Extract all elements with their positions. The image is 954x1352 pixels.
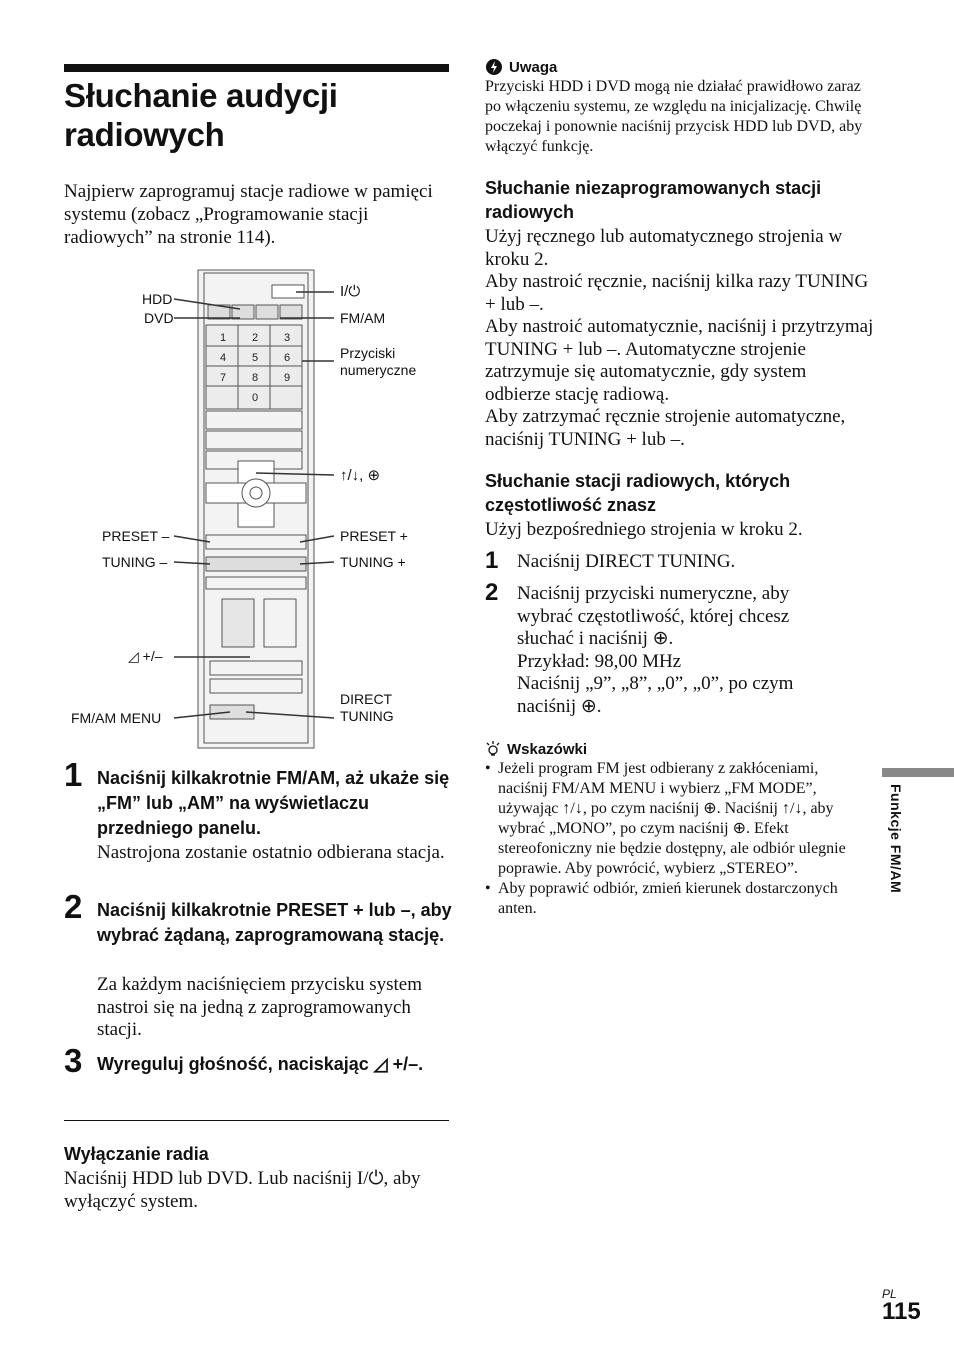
unprogrammed-p4: Aby zatrzymać ręcznie strojenie automatyczne, naciśnij TUNING + lub –.	[485, 406, 846, 450]
title-rule	[64, 64, 449, 72]
step-2-body: Za każdym naciśnięciem przycisku system nastroi się na jedną z zaprogramowanych stacji.	[97, 974, 423, 1040]
label-fmam-menu: FM/AM MENU	[71, 710, 162, 726]
key-2: 2	[252, 332, 259, 344]
key-3: 3	[284, 332, 291, 344]
known-freq-heading: Słuchanie stacji radiowych, których częstotliwość znasz	[485, 471, 791, 515]
step-1-heading: Naciśnij kilkakrotnie FM/AM, aż ukaże się „FM” lub „AM” na wyświetlaczu przedniego panelu.	[97, 768, 450, 838]
tip-item: • Aby poprawić odbiór, zmień kierunek dostarczonych anten.	[485, 880, 838, 917]
section-divider	[64, 1120, 449, 1121]
step-1-body: Nastrojona zostanie ostatnio odbierana stacja.	[97, 842, 445, 863]
step-3-number: 3	[64, 1042, 83, 1079]
step-1-number: 1	[64, 756, 83, 793]
known-freq-example-detail: Naciśnij „9”, „8”, „0”, „0”, po czym naciśnij ⊕.	[517, 673, 794, 717]
step-3-heading: Wyreguluj głośność, naciskając ◿ +/–.	[97, 1054, 424, 1074]
tip-item: • Jeżeli program FM jest odbierany z zakłóceniami, naciśnij FM/AM MENU i wybierz „FM MODE”, używając ↑/↓, po czym naciśnij ⊕. Naciśnij ↑/↓, aby wybrać „MONO”, po czym naciśnij ⊕. Efekt stereofoniczny nie będzie dostępny, ale odbiór ulegnie poprawie. Aby powrócić, wybierz „STEREO”.	[485, 760, 846, 877]
label-arrows-enter: ↑/↓, ⊕	[340, 467, 381, 484]
key-9: 9	[284, 372, 291, 384]
unprogrammed-text	[485, 226, 875, 451]
key-5: 5	[252, 352, 259, 364]
label-preset-minus: PRESET –	[102, 528, 170, 544]
side-tab-label: Funkcje FM/AM	[888, 784, 904, 894]
known-freq-step-2-number: 2	[485, 579, 499, 606]
unprogrammed-p1: Użyj ręcznego lub automatycznego strojenia w kroku 2.	[485, 226, 843, 270]
remote-illustration	[60, 265, 460, 750]
tips-label: Wskazówki	[507, 740, 588, 758]
off-section-body: Naciśnij HDD lub DVD. Lub naciśnij I/⏻, aby wyłączyć system.	[64, 1168, 421, 1212]
page-language: PL	[882, 1287, 897, 1301]
label-volume: ◿ +/–	[128, 648, 163, 664]
step-2-number: 2	[64, 888, 83, 925]
off-section-heading: Wyłączanie radia	[64, 1144, 209, 1164]
key-8: 8	[252, 372, 259, 384]
label-tuning-plus: TUNING +	[340, 554, 406, 570]
label-dvd: DVD	[144, 310, 174, 326]
label-tuning-minus: TUNING –	[102, 554, 168, 570]
unprogrammed-p2: Aby nastroić ręcznie, naciśnij kilka razy TUNING + lub –.	[485, 271, 869, 315]
lightbulb-icon	[485, 740, 501, 758]
key-1: 1	[220, 332, 227, 344]
unprogrammed-heading: Słuchanie niezaprogramowanych stacji radiowych	[485, 178, 822, 222]
key-6: 6	[284, 352, 291, 364]
known-freq-example: Przykład: 98,00 MHz	[517, 650, 682, 672]
label-power: I/⏻	[340, 283, 361, 300]
known-freq-step-1-number: 1	[485, 547, 499, 574]
key-0: 0	[252, 392, 259, 404]
side-tab-bar	[882, 768, 954, 777]
note-text: Przyciski HDD i DVD mogą nie działać prawidłowo zaraz po włączeniu systemu, ze względu na inicjalizację. Chwilę poczekaj i ponownie naciśnij przycisk HDD lub DVD, aby włączyć funkcję.	[485, 78, 863, 155]
page-number: 115	[882, 1298, 921, 1325]
step-2-heading: Naciśnij kilkakrotnie PRESET + lub –, aby wybrać żądaną, zaprogramowaną stację.	[97, 900, 452, 945]
known-freq-step-1: Naciśnij DIRECT TUNING.	[517, 551, 736, 572]
unprogrammed-p3: Aby nastroić automatycznie, naciśnij i przytrzymaj TUNING + lub –. Automatyczne strojenie zatrzymuje się automatycznie, gdy system odbierze stację radiową.	[485, 316, 874, 405]
label-fmam: FM/AM	[340, 310, 386, 326]
caution-icon	[485, 58, 503, 76]
note-label: Uwaga	[509, 58, 558, 76]
known-freq-step-2-text	[517, 583, 837, 718]
label-direct-tuning: DIRECT TUNING	[340, 691, 394, 724]
intro-paragraph: Najpierw zaprogramuj stacje radiowe w pamięci systemu (zobacz „Programowanie stacji radiowych” na stronie 114).	[64, 181, 433, 248]
label-numeric-buttons: Przyciski numeryczne	[340, 345, 417, 378]
known-freq-intro: Użyj bezpośredniego strojenia w kroku 2.	[485, 519, 803, 540]
key-4: 4	[220, 352, 227, 364]
key-7: 7	[220, 372, 227, 384]
page-title: Słuchanie audycji radiowych	[64, 77, 338, 153]
label-hdd: HDD	[142, 291, 173, 307]
known-freq-step-2: Naciśnij przyciski numeryczne, aby wybrać częstotliwość, której chcesz słuchać i naciśnij ⊕.	[517, 583, 790, 649]
label-preset-plus: PRESET +	[340, 528, 408, 544]
